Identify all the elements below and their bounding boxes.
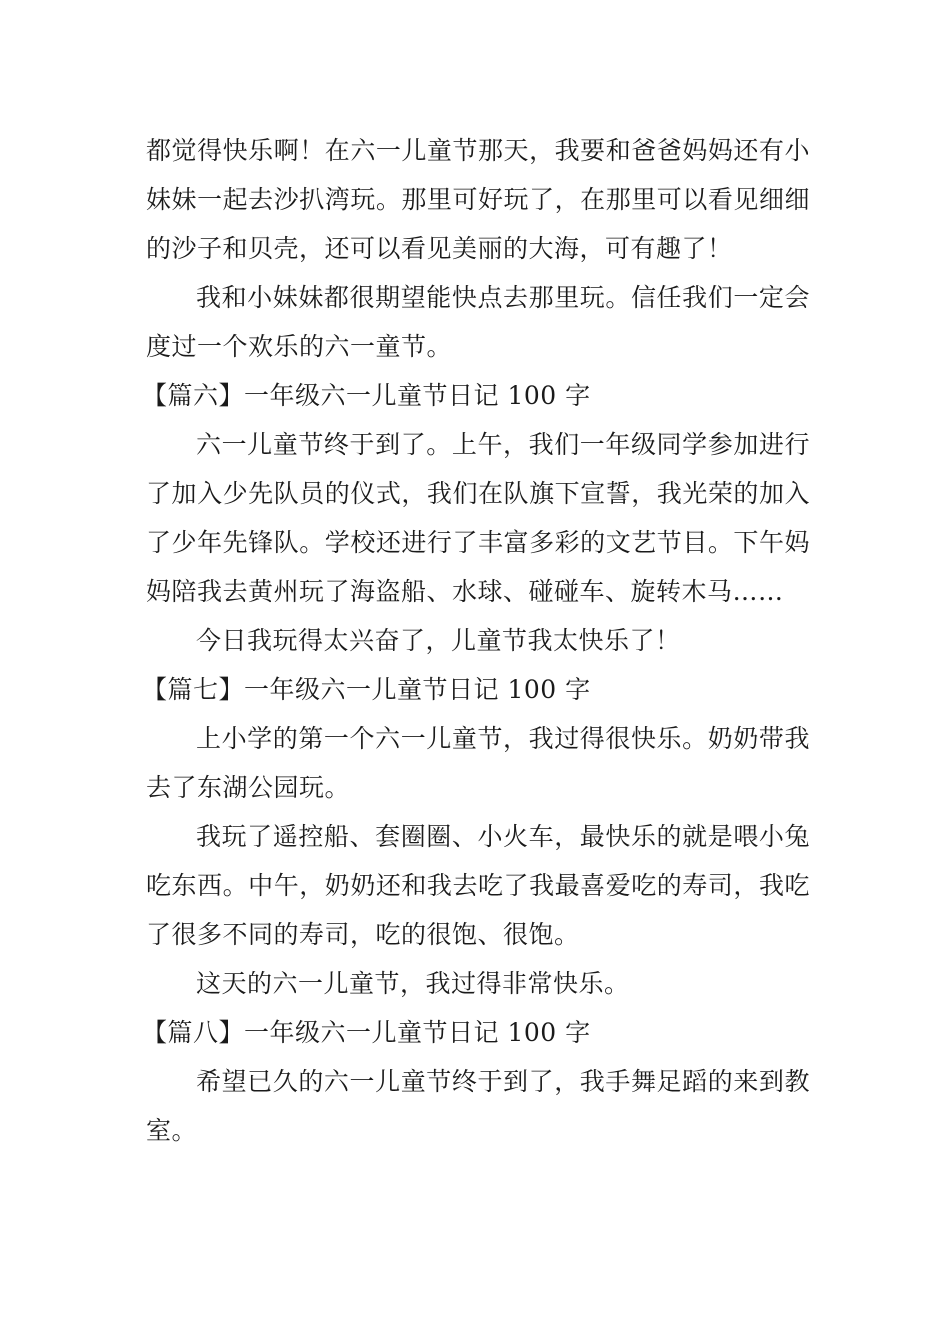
section-heading-8: 【篇八】一年级六一儿童节日记 100 字 [142, 1018, 591, 1047]
paragraph-2: 我和小妹妹都很期望能快点去那里玩。信任我们一定会度过一个欢乐的六一童节。 [146, 283, 810, 361]
section-heading-6: 【篇六】一年级六一儿童节日记 100 字 [142, 381, 591, 410]
section-heading-7: 【篇七】一年级六一儿童节日记 100 字 [142, 675, 591, 704]
paragraph-1: 都觉得快乐啊！在六一儿童节那天，我要和爸爸妈妈还有小妹妹一起去沙扒湾玩。那里可好玩了，在那里可以看见细细的沙子和贝壳，还可以看见美丽的大海，可有趣了！ [146, 136, 810, 263]
paragraph-4: 今日我玩得太兴奋了，儿童节我太快乐了！ [196, 626, 681, 655]
paragraph-5: 上小学的第一个六一儿童节，我过得很快乐。奶奶带我去了东湖公园玩。 [146, 724, 810, 802]
paragraph-7: 这天的六一儿童节，我过得非常快乐。 [196, 969, 630, 998]
paragraph-6: 我玩了遥控船、套圈圈、小火车，最快乐的就是喂小兔吃东西。中午，奶奶还和我去吃了我最喜爱吃的寿司，我吃了很多不同的寿司，吃的很饱、很饱。 [146, 822, 810, 949]
document-page [142, 126, 810, 1155]
paragraph-3: 六一儿童节终于到了。上午，我们一年级同学参加进行了加入少先队员的仪式，我们在队旗下宣誓，我光荣的加入了少年先锋队。学校还进行了丰富多彩的文艺节目。下午妈妈陪我去黄州玩了海盗船、水球、碰碰车、旋转木马…… [146, 430, 810, 606]
paragraph-8: 希望已久的六一儿童节终于到了，我手舞足蹈的来到教室。 [146, 1067, 810, 1145]
